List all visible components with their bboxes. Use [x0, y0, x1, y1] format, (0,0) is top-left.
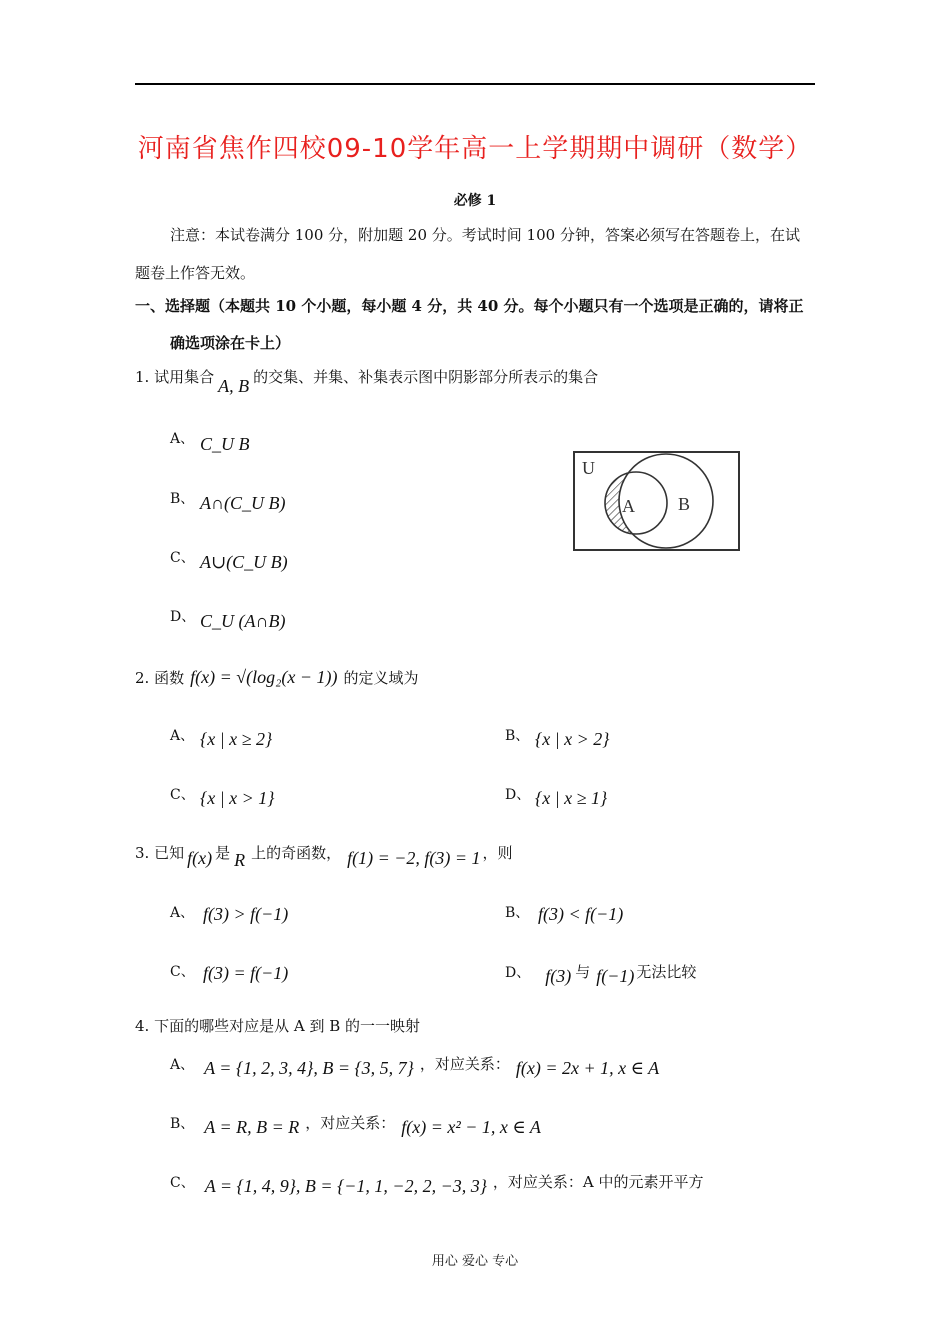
- q2-option-a-math: {x | x ≥ 2}: [200, 729, 273, 749]
- q3-option-d-label: D、: [505, 965, 531, 981]
- section-heading-line-2: 确选项涂在卡上）: [170, 334, 291, 352]
- q1-option-d-math: C_U (A∩B): [200, 611, 286, 631]
- q1-option-c-math: A∪(C_U B): [200, 552, 288, 572]
- q4-option-b-sets: A = R, B = R: [204, 1117, 300, 1137]
- q3-stem: [135, 842, 513, 870]
- q1-option-d-label: D、: [170, 609, 196, 625]
- q4-option-b-rule: f(x) = x² − 1, x ∈ A: [401, 1117, 541, 1137]
- q4-option-c-rel: ，对应关系：A 中的元素开平方: [492, 1173, 704, 1191]
- q4-stem: 4. 下面的哪些对应是从 A 到 B 的一一映射: [135, 1017, 421, 1035]
- q1-option-a-label: A、: [170, 431, 195, 447]
- q3-stem-text-b: 上的奇函数，: [251, 844, 342, 862]
- q2-option-a-label: A、: [170, 728, 195, 744]
- q2-option-d-math: {x | x ≥ 1}: [535, 788, 608, 808]
- q1-stem-text-a: 1. 试用集合: [135, 368, 215, 386]
- page-title: 河南省焦作四校09-10学年高一上学期期中调研（数学）: [137, 134, 813, 164]
- q2-option-b-label: B、: [505, 728, 530, 744]
- q4-option-a-rel: ，对应关系：: [419, 1055, 510, 1073]
- q3-option-d: [505, 961, 697, 986]
- q4-option-b-rel: ，对应关系：: [305, 1114, 396, 1132]
- q2-option-c-math: {x | x > 1}: [200, 788, 275, 808]
- q4-option-b: [170, 1112, 541, 1137]
- q3-option-b-math: f(3) < f(−1): [538, 904, 624, 924]
- q1-option-b-label: B、: [170, 491, 195, 507]
- section-heading-line-1: 一、选择题（本题共 10 个小题，每小题 4 分，共 40 分。每个小题只有一个选项是正确的，请将正: [135, 297, 804, 315]
- q1-stem-math: A, B: [218, 376, 250, 396]
- q3-option-b-label: B、: [505, 905, 530, 921]
- q1-stem-text-b: 的交集、并集、补集表示图中阴影部分所表示的集合: [253, 368, 599, 386]
- q2-option-b-math: {x | x > 2}: [535, 729, 610, 749]
- q2-stem: [135, 667, 418, 688]
- q4-option-c: [170, 1171, 704, 1196]
- venn-universe-box: [574, 452, 739, 550]
- q3-stem-f: f(x): [187, 848, 213, 868]
- q3-option-c-label: C、: [170, 964, 195, 980]
- q3-stem-text-c: ，则: [482, 844, 513, 862]
- q3-option-d-math-a: f(3): [545, 966, 572, 986]
- venn-label-a: A: [622, 496, 635, 516]
- q3-option-a-label: A、: [170, 905, 195, 921]
- q4-option-b-label: B、: [170, 1116, 195, 1132]
- q2-stem-math: f(x) = √(log₂(x − 1)): [190, 667, 338, 687]
- q3-stem-cond: f(1) = −2, f(3) = 1: [347, 848, 481, 868]
- q2-stem-text-b: 的定义域为: [343, 669, 419, 687]
- q4-option-a-label: A、: [170, 1057, 195, 1073]
- q2-option-d-label: D、: [505, 787, 531, 803]
- q1-option-a-math: C_U B: [200, 434, 250, 454]
- q3-stem-text-a: 3. 已知: [135, 844, 185, 862]
- venn-diagram: [570, 448, 745, 556]
- q3-option-c-math: f(3) = f(−1): [203, 963, 289, 983]
- q4-option-a-rule: f(x) = 2x + 1, x ∈ A: [515, 1058, 660, 1078]
- q1-stem: [135, 366, 599, 396]
- q2-stem-text-a: 2. 函数: [135, 669, 185, 687]
- page-subtitle: 必修 1: [453, 193, 497, 209]
- header-rule: [135, 83, 815, 85]
- venn-label-b: B: [678, 494, 691, 514]
- q3-stem-is: 是: [215, 844, 231, 862]
- venn-label-u: U: [582, 458, 595, 478]
- q4-option-a: [170, 1053, 660, 1078]
- q2-option-c-label: C、: [170, 787, 195, 803]
- q4-option-c-label: C、: [170, 1175, 195, 1191]
- q3-option-d-mid: 与: [575, 963, 591, 981]
- q3-option-d-math-b: f(−1): [596, 966, 635, 986]
- q1-option-c-label: C、: [170, 550, 195, 566]
- q3-stem-r: R: [234, 850, 246, 870]
- q3-option-d-tail: 无法比较: [636, 963, 697, 981]
- q1-option-b-math: A∩(C_U B): [200, 493, 286, 513]
- q3-option-a-math: f(3) > f(−1): [203, 904, 289, 924]
- q4-option-c-sets: A = {1, 4, 9}, B = {−1, 1, −2, 2, −3, 3}: [204, 1176, 487, 1196]
- notice-line-1: 注意：本试卷满分 100 分，附加题 20 分。考试时间 100 分钟，答案必须写在答题卷上，在试: [170, 226, 800, 244]
- page-footer: 用心 爱心 专心: [431, 1254, 519, 1269]
- q4-option-a-sets: A = {1, 2, 3, 4}, B = {3, 5, 7}: [204, 1058, 414, 1078]
- notice-line-2: 题卷上作答无效。: [135, 264, 256, 282]
